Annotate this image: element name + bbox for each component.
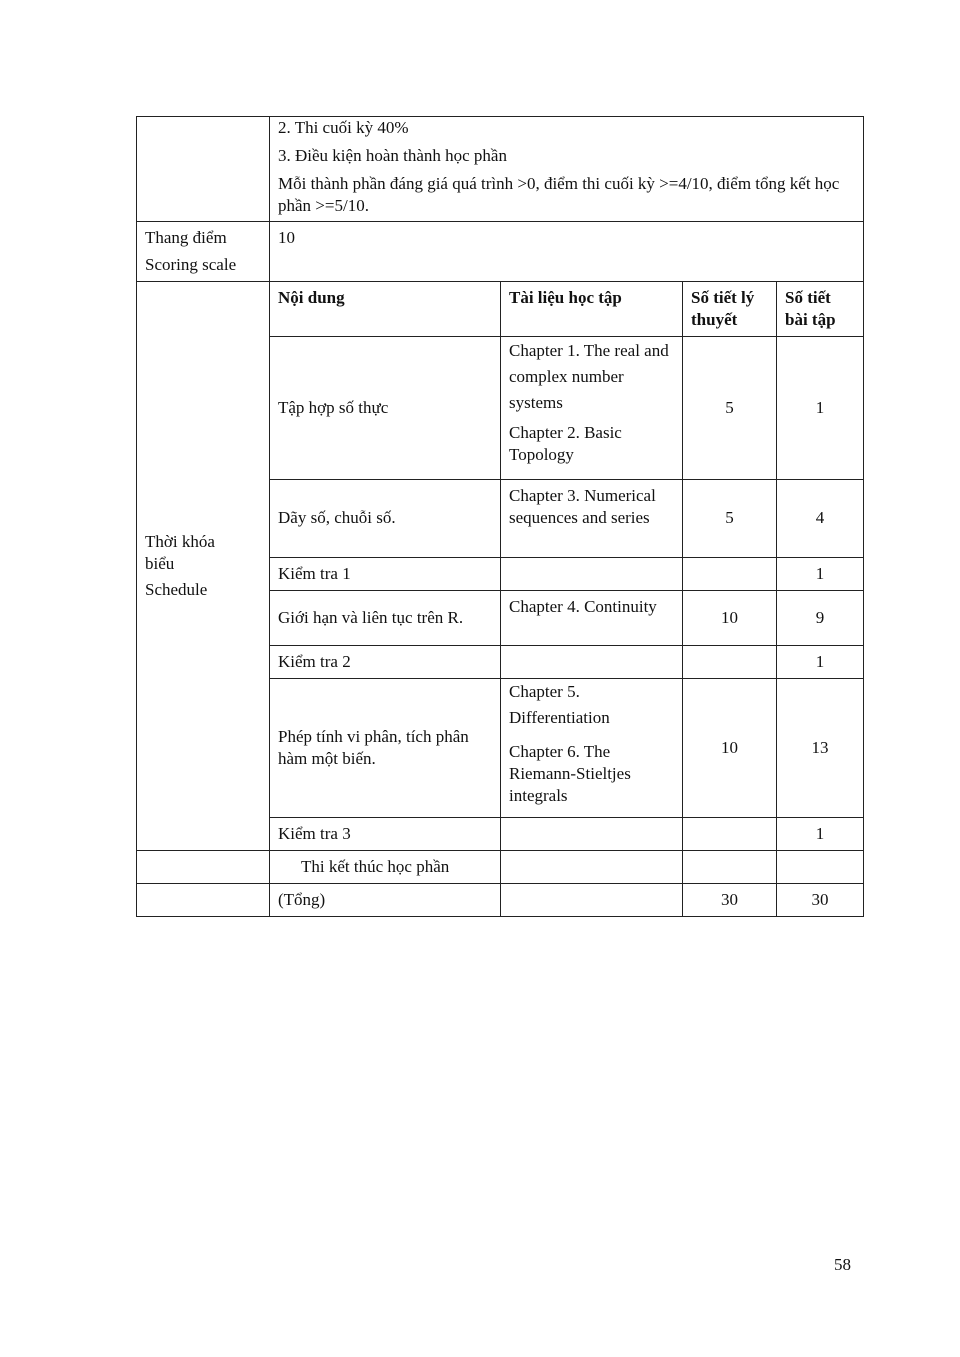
total-row <box>137 884 864 917</box>
scoring-label-en: Scoring scale <box>145 255 237 274</box>
schedule-label-cell <box>137 282 270 851</box>
scoring-label-vi: Thang điểm <box>145 228 227 247</box>
final-exam-label-cell <box>137 851 270 884</box>
row-exercises: 13 <box>777 679 864 818</box>
header-theory: Số tiết lý thuyết <box>683 282 777 337</box>
row-exercises: 1 <box>777 818 864 851</box>
assessment-label-cell <box>137 117 270 222</box>
final-exam-materials <box>501 851 683 884</box>
row-content: Phép tính vi phân, tích phân hàm một biến. <box>270 679 501 818</box>
scoring-value: 10 <box>270 222 864 282</box>
row-theory <box>683 818 777 851</box>
row-content: Dãy số, chuỗi số. <box>270 480 501 558</box>
material-chapter-1: Chapter 1. The real and complex number systems <box>509 341 669 412</box>
schedule-label-vi: Thời khóa biểu <box>145 531 215 573</box>
assessment-row <box>137 117 864 222</box>
total-theory: 30 <box>683 884 777 917</box>
schedule-header-row <box>137 282 864 337</box>
row-materials: Chapter 3. Numerical sequences and series <box>501 480 683 558</box>
row-exercises: 4 <box>777 480 864 558</box>
final-exam-theory <box>683 851 777 884</box>
row-materials <box>501 337 683 480</box>
row-theory: 5 <box>683 480 777 558</box>
final-exam-row <box>137 851 864 884</box>
row-exercises: 1 <box>777 558 864 591</box>
row-exercises: 1 <box>777 646 864 679</box>
row-theory: 10 <box>683 679 777 818</box>
row-theory <box>683 646 777 679</box>
row-content: Kiểm tra 2 <box>270 646 501 679</box>
row-materials <box>501 679 683 818</box>
assessment-text-cell <box>270 117 864 222</box>
total-materials <box>501 884 683 917</box>
header-materials: Tài liệu học tập <box>501 282 683 337</box>
row-theory: 10 <box>683 591 777 646</box>
scoring-row <box>137 222 864 282</box>
completion-conditions-heading: 3. Điều kiện hoàn thành học phần <box>278 146 507 165</box>
material-chapter-2: Chapter 2. Basic Topology <box>509 423 622 464</box>
row-materials <box>501 558 683 591</box>
page-number: 58 <box>834 1255 851 1274</box>
row-theory <box>683 558 777 591</box>
completion-conditions-text: Mỗi thành phần đáng giá quá trình >0, điểm thi cuối kỳ >=4/10, điểm tổng kết học phần >=5/10. <box>278 174 840 215</box>
row-exercises: 1 <box>777 337 864 480</box>
row-content: Kiểm tra 3 <box>270 818 501 851</box>
material-chapter-6: Chapter 6. The Riemann-Stieltjes integrals <box>509 742 631 805</box>
scoring-label-cell <box>137 222 270 282</box>
material-chapter-5: Chapter 5. Differentiation <box>509 682 610 727</box>
header-content: Nội dung <box>270 282 501 337</box>
total-label-cell <box>137 884 270 917</box>
total-label: (Tổng) <box>270 884 501 917</box>
total-exercises: 30 <box>777 884 864 917</box>
row-theory: 5 <box>683 337 777 480</box>
row-materials: Chapter 4. Continuity <box>501 591 683 646</box>
final-exam-text: Thi kết thúc học phần <box>270 851 501 884</box>
row-content: Kiểm tra 1 <box>270 558 501 591</box>
header-exercises: Số tiết bài tập <box>777 282 864 337</box>
row-content: Tập hợp số thực <box>270 337 501 480</box>
final-exam-exercises <box>777 851 864 884</box>
row-materials <box>501 818 683 851</box>
schedule-label-en: Schedule <box>145 579 208 599</box>
row-exercises: 9 <box>777 591 864 646</box>
row-content: Giới hạn và liên tục trên R. <box>270 591 501 646</box>
row-materials <box>501 646 683 679</box>
final-exam-weight: 2. Thi cuối kỳ 40% <box>278 118 409 137</box>
course-syllabus-table <box>136 116 864 917</box>
